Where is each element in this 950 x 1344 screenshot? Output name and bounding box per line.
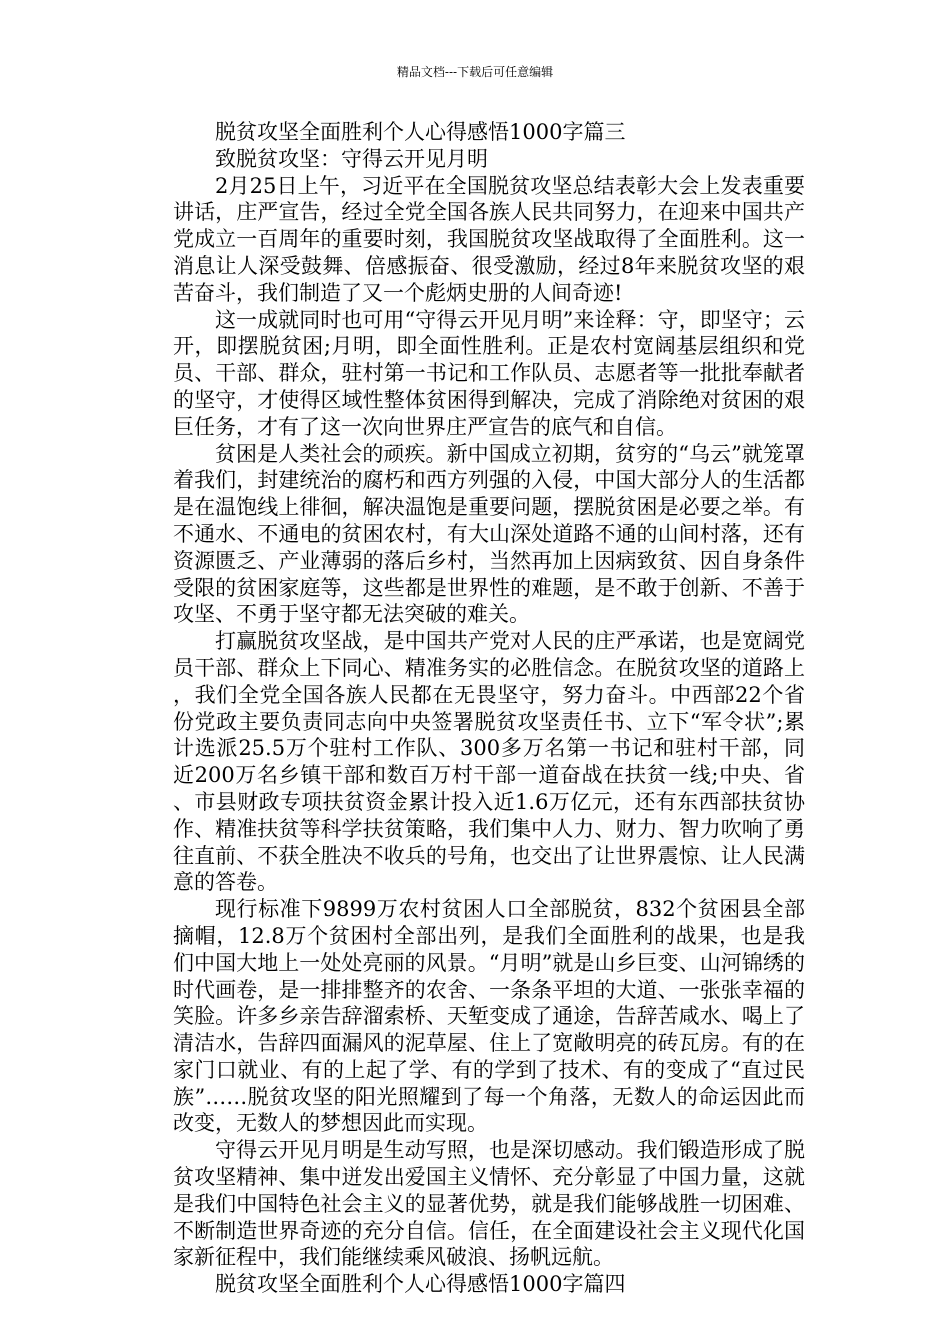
document-title: 脱贫攻坚全面胜利个人心得感悟1000字篇三 [215,120,626,144]
paragraph: 这一成就同时也可用“守得云开见月明”来诠释：守，即坚守；云开，即摆脱贫困;月明，即全面性胜利。正是农村宽阔基层组织和党员、干部、群众，驻村第一书记和工作队员、志愿者等一批批奉献者的坚守，才使得区域性整体贫困得到解决，完成了消除绝对贫困的艰巨任务，才有了这一次向世界庄严宣告的底气和自信。 [173,307,805,439]
paragraph: 现行标准下9899万农村贫困人口全部脱贫，832个贫困县全部摘帽，12.8万个贫困村全部出列，是我们全面胜利的战果，也是我们中国大地上一处处亮丽的风景。“月明”就是山乡巨变、山河锦绣的时代画卷，是一排排整齐的农舍、一条条平坦的大道、一张张幸福的笑脸。许多乡亲告辞溜索桥、天堑变成了通途，告辞苦咸水、喝上了清洁水，告辞四面漏风的泥草屋、住上了宽敞明亮的砖瓦房。有的在家门口就业、有的上起了学、有的学到了技术、有的变成了“直过民族”……脱贫攻坚的阳光照耀到了每一个角落，无数人的命运因此而改变，无数人的梦想因此而实现。 [173,897,805,1136]
document-body [173,119,805,1298]
document-subtitle: 致脱贫攻坚：守得云开见月明 [215,146,488,171]
paragraph: 打赢脱贫攻坚战，是中国共产党对人民的庄严承诺，也是宽阔党员干部、群众上下同心、精准务实的必胜信念。在脱贫攻坚的道路上，我们全党全国各族人民都在无畏坚守，努力奋斗。中西部22个省份党政主要负责同志向中央签署脱贫攻坚责任书、立下“军令状”;累计选派25.5万个驻村工作队、300多万名第一书记和驻村干部，同近200万名乡镇干部和数百万村干部一道奋战在扶贫一线;中央、省、市县财政专项扶贫资金累计投入近1.6万亿元，还有东西部扶贫协作、精准扶贫等科学扶贫策略，我们集中人力、财力、智力吹响了勇往直前、不获全胜决不收兵的号角，也交出了让世界震惊、让人民满意的答卷。 [173,629,805,895]
page-header: 精品文档---下载后可任意编辑 [396,65,554,79]
paragraph: 贫困是人类社会的顽疾。新中国成立初期，贫穷的“乌云”就笼罩着我们，封建统治的腐朽和西方列强的入侵，中国大部分人的生活都是在温饱线上徘徊，解决温饱是重要问题，摆脱贫困是必要之举。有不通水、不通电的贫困农村，有大山深处道路不通的山间村落，还有资源匮乏、产业薄弱的落后乡村，当然再加上因病致贫、因自身条件受限的贫困家庭等，这些都是世界性的难题，是不敢于创新、不善于攻坚、不勇于坚守都无法突破的难关。 [173,441,805,627]
paragraph: 守得云开见月明是生动写照，也是深切感动。我们锻造形成了脱贫攻坚精神、集中迸发出爱国主义情怀、充分彰显了中国力量，这就是我们中国特色社会主义的显著优势，就是我们能够战胜一切困难、不断制造世界奇迹的充分自信。信任，在全面建设社会主义现代化国家新征程中，我们能继续乘风破浪、扬帆远航。 [173,1138,805,1270]
next-section-title: 脱贫攻坚全面胜利个人心得感悟1000字篇四 [215,1272,626,1297]
paragraph: 2月25日上午，习近平在全国脱贫攻坚总结表彰大会上发表重要讲话，庄严宣告，经过全党全国各族人民共同努力，在迎来中国共产党成立一百周年的重要时刻，我国脱贫攻坚战取得了全面胜利。这一消息让人深受鼓舞、倍感振奋、很受激励，经过8年来脱贫攻坚的艰苦奋斗，我们制造了又一个彪炳史册的人间奇迹! [173,173,805,305]
